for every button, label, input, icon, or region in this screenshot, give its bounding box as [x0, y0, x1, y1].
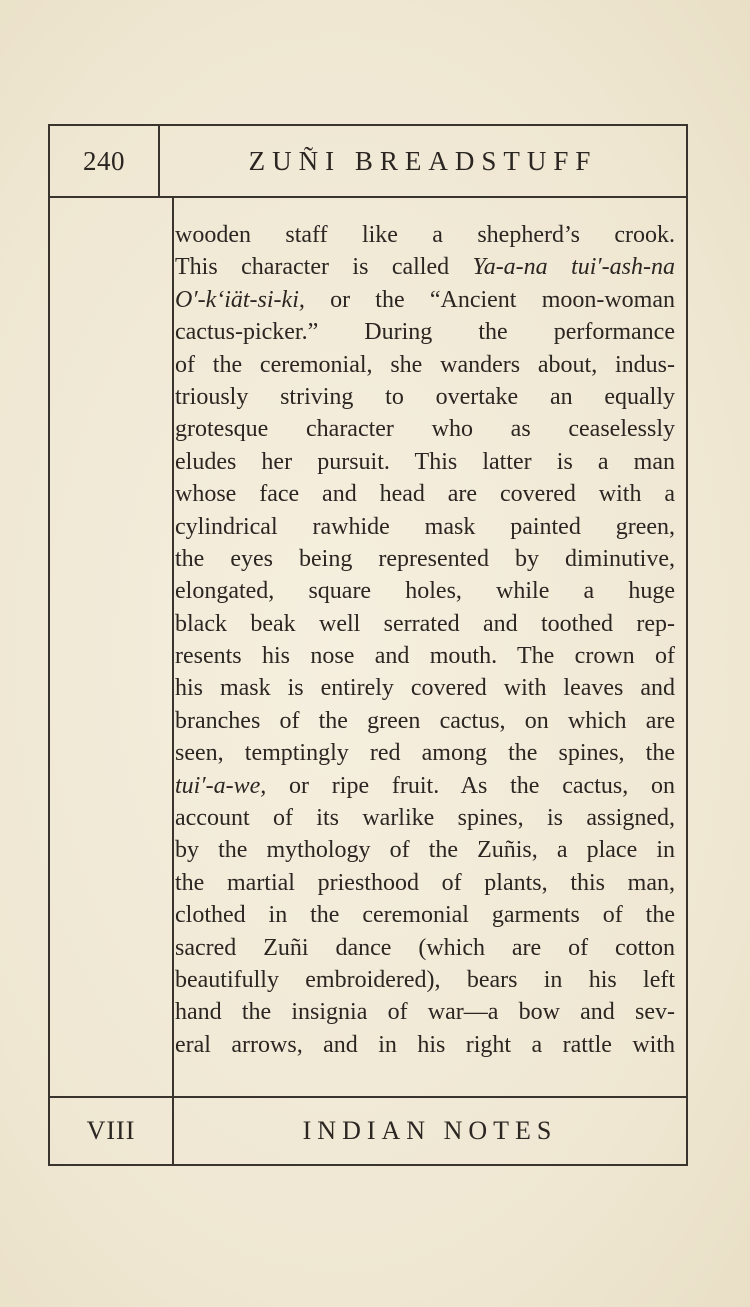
series-title: INDIAN NOTES [302, 1116, 558, 1145]
text-line [175, 284, 675, 316]
text-run: This character is called [175, 254, 473, 281]
text-line: the eyes being represented by diminutive, [175, 545, 675, 572]
text-line: cylindrical rawhide mask painted green, [175, 513, 675, 540]
text-line: clothed in the ceremonial garments of the [175, 902, 675, 929]
body-text [175, 219, 675, 1061]
text-line: whose face and head are covered with a [175, 481, 675, 508]
text-line: resents his nose and mouth. The crown of [175, 643, 675, 670]
italic-term: tui′-a-we, [175, 772, 267, 799]
text-line: branches of the green cactus, on which are [175, 707, 675, 734]
text-line [175, 251, 675, 283]
running-head: ZUÑI BREADSTUFF [248, 145, 598, 176]
section-number-cell [50, 1098, 172, 1164]
text-line: triously striving to overtake an equally [175, 383, 675, 410]
text-line: by the mythology of the Zuñis, a place in [175, 837, 675, 864]
text-line: of the ceremonial, she wanders about, indus- [175, 351, 675, 378]
text-line: beautifully embroidered), bears in his left [175, 966, 675, 993]
header-rule [48, 196, 688, 198]
text-line: hand the insignia of war—a bow and sev- [175, 999, 675, 1026]
text-line: eludes her pursuit. This latter is a man [175, 448, 675, 475]
text-line: grotesque character who as ceaselessly [175, 416, 675, 443]
text-line: account of its warlike spines, is assigned, [175, 805, 675, 832]
text-line: sacred Zuñi dance (which are of cotton [175, 934, 675, 961]
text-line: cactus-picker.” During the performance [175, 319, 675, 346]
text-line: wooden staff like a shepherd’s crook. [175, 222, 675, 248]
text-line: his mask is entirely covered with leaves and [175, 675, 675, 702]
italic-term: Ya-a-na tui′-ash-na [472, 254, 675, 281]
text-run: or ripe fruit. As the cactus, on [266, 772, 675, 799]
page-number-cell [50, 126, 158, 196]
text-line: eral arrows, and in his right a rattle with [175, 1031, 675, 1058]
page-number: 240 [83, 145, 125, 176]
italic-term: O′-k‘iät-si-ki, [175, 286, 305, 313]
text-line: seen, temptingly red among the spines, the [175, 740, 675, 767]
running-head-cell [160, 126, 686, 196]
text-run: or the “Ancient moon-woman [304, 286, 675, 313]
section-number: VIII [86, 1116, 136, 1145]
text-line: elongated, square holes, while a huge [175, 578, 675, 605]
text-line: black beak well serrated and toothed rep- [175, 610, 675, 637]
text-line [175, 770, 675, 802]
margin-column-divider [172, 196, 174, 1166]
text-line: the martial priesthood of plants, this man, [175, 869, 675, 896]
series-title-cell [174, 1098, 686, 1164]
